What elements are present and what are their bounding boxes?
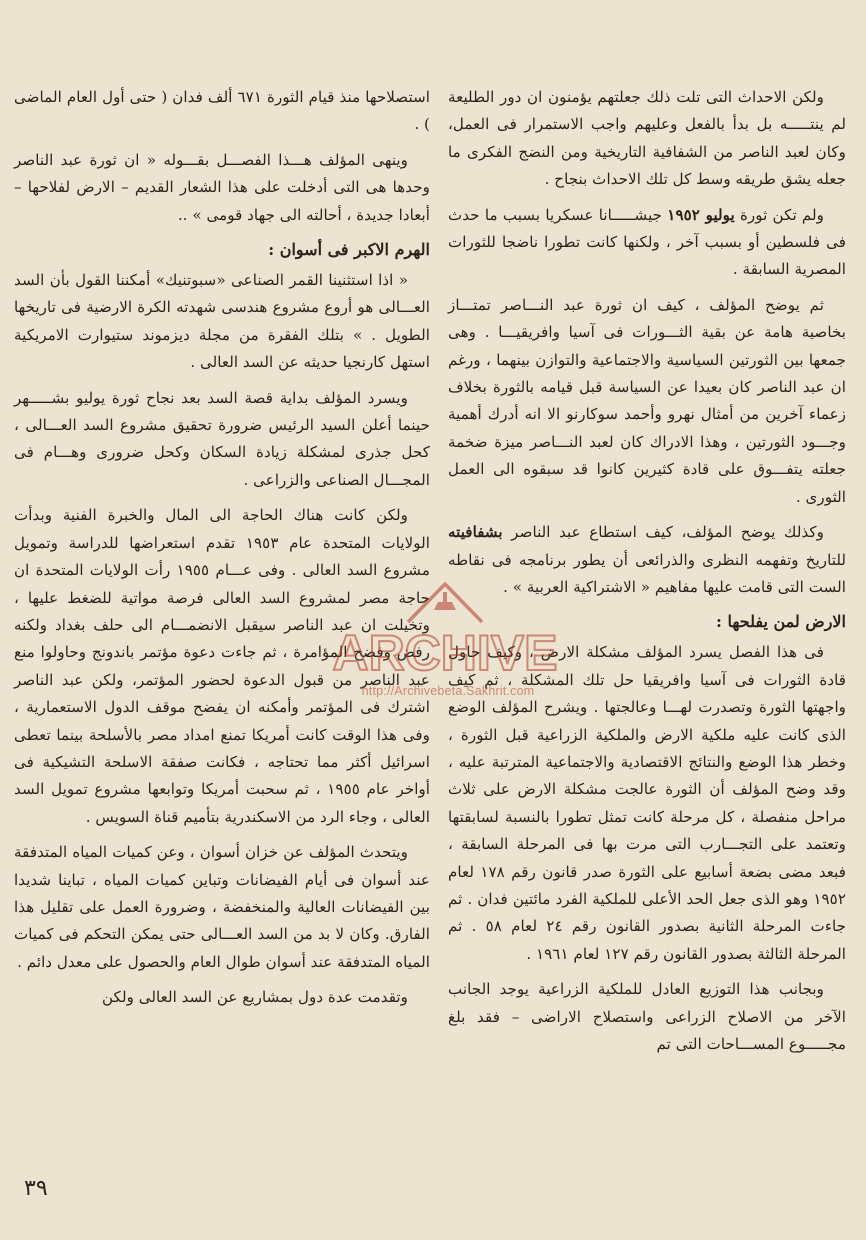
text-run: وكذلك يوضح المؤلف، كيف استطاع عبد الناصر	[502, 523, 824, 542]
page-number: ٣٩	[24, 1176, 48, 1201]
paragraph: ويتحدث المؤلف عن خزان أسوان ، وعن كميات المياه المتدفقة عند أسوان فى أيام الفيضانات وتباين كميات المياه ، تباينا شديدا بين الفيضانات العالية والمنخفضة ، وضرورة العمل على تقليل هذا الفارق. وكان لا بد من السد العـــالى حتى يمكن التحكم فى كميات المياه المتدفقة عند أسوان طوال العام والحصول على معدل دائم .	[14, 843, 430, 971]
paragraph: وينهى المؤلف هـــذا الفصـــل بقـــوله « ان ثورة عبد الناصر وحدها هى التى أدخلت على هذا الشعار القديم – الارض لفلاحها – أبعادا جديدة ، أحالته الى جهاد قومى » ..	[14, 150, 430, 224]
right-column	[448, 84, 846, 1066]
text-run: جيشـــــانا عسكريا بسبب ما حدث فى فلسطين أو بسبب آخر ، ولكنها كانت تطورا ناضجا للثورات المصرية السابقة .	[448, 205, 846, 279]
text-run: للتاريخ وتفهمه النظرى والذرائعى أن يطور برنامجه فى نقاطه الست التى قامت عليها مفاهيم « الاشتراكية العربية » .	[448, 550, 846, 596]
paragraph: ولكن كانت هناك الحاجة الى المال والخبرة الفنية وبدأت الولايات المتحدة عام ١٩٥٣ تقدم استعراضها للدراسة وتمويل مشروع السد العالى . وفى عـــام ١٩٥٥ رأت الولايات المتحدة ان حاجة مصر لمشروع السد العالى فرصة مواتية للضغط عليها ، وتخيلت ان عبد الناصر سيقبل الانضمـــام الى حلف بغداد ولكنه رفض وفضح المؤامرة ، ثم جاءت دعوة مؤتمر باندونج وحاولوا منع عبد الناصر من قبول الدعوة لحضور المؤتمر، ولكن عبد الناصر اشترك فى المؤتمر وأمكنه ان يفضح موقف الدول الاستعمارية ، وفى هذا الوقت كانت أمريكا تمنع امداد مصر بالأسلحة بينما تعطى اسرائيل أكثر مما تحتاجه ، فكانت صفقة الاسلحة التشيكية فى أواخر عام ١٩٥٥ ، ثم سحبت أمريكا وتوابعها مشروع تمويل السد العالى ، وجاء الرد من الاسكندرية بتأميم قناة السويس .	[14, 506, 430, 826]
paragraph: ثم يوضح المؤلف ، كيف ان ثورة عبد النـــاصر تمتـــاز بخاصية هامة عن بقية الثـــورات فى آسيا وافريقيـــا . وهى جمعها بين الثورتين السياسية والاجتماعية والتوازن بينهما ، ورغم ان عبد الناصر كان بعيدا عن السياسة قبل قيامه بالثورة بخلاف زعماء آخرين من أمثال نهرو وأحمد سوكارنو الا انه أدرك أهمية وجـــود الثورتين ، وهذا الادراك كان لعبد النـــاصر ميزة ضخمة جعلته يتفـــوق على قادة كثيرين كانوا قد سبقوه الى العمل الثورى .	[448, 295, 846, 506]
archive-logo-text: ARCHIVE	[332, 625, 558, 681]
section-heading: الارض لمن يفلحها :	[716, 612, 846, 632]
bold-text: يوليو ١٩٥٢	[667, 205, 735, 224]
bold-text: بشفافيته	[448, 523, 503, 542]
archive-url: http://Archivebeta.Sakhrit.com	[361, 684, 535, 698]
paragraph: وبجانب هذا التوزيع العادل للملكية الزراعية يوجد الجانب الآخر من الاصلاح الزراعى واستصلاح الاراضى – فقد بلغ مجـــــوع المســـاحات التى تم	[448, 980, 846, 1053]
text-run: ولم تكن ثورة	[734, 205, 825, 224]
paragraph	[448, 519, 846, 601]
paragraph: ولكن الاحداث التى تلت ذلك جعلتهم يؤمنون ان دور الطليعة لم ينتـــــه بل بدأ بالفعل وعليهم واجب الاستمرار فى العمل، وكان لعبد الناصر من الشفافية التاريخية ومن النضج الفكرى ما جعله يشق طريقه وسط كل تلك الاحداث بنجاح .	[448, 88, 846, 189]
paragraph	[448, 202, 846, 284]
left-column	[14, 84, 430, 1020]
paragraph: استصلاحها منذ قيام الثورة ٦٧١ ألف فدان ( حتى أول العام الماضى ) .	[14, 88, 431, 134]
section-heading: الهرم الاكبر فى أسوان :	[268, 240, 430, 260]
paragraph: فى هذا الفصل يسرد المؤلف مشكلة الارض ، وكيف حاول قادة الثورات فى آسيا وافريقيا حل تلك المشكلة ، ثم كيف واجهتها الثورة وتصدرت لهـــا وعالجتها . ويشرح المؤلف الوضع الذى كانت عليه ملكية الارض والملكية الزراعية قبل الثورة ، وخطر هذا الوضع والنتائج الاقتصادية والاجتماعية المترتبة عليه ، وقد وضح المؤلف أن الثورة عالجت مشكلة الارض على ثلاث مراحل منفصلة ، كل مرحلة كانت تمثل تطورا بالنسبة لسابقتها وتعتمد على التجـــارب التى مرت بها فى المرحلة السابقة ، فبعد مضى بضعة أسابيع على الثورة صدر قانون رقم ١٧٨ لعام ١٩٥٢ وهو الذى جعل الحد الأعلى للملكية الفرد مائتين فدان . ثم جاءت المرحلة الثانية بصدور القانون رقم ٢٤ لعام ٥٨ . ثم المرحلة الثالثة بصدور القانون رقم ١٢٧ لعام ١٩٦١ .	[448, 643, 846, 963]
paragraph: وتقدمت عدة دول بمشاريع عن السد العالى ولكن	[102, 988, 408, 1007]
paragraph: ويسرد المؤلف بداية قصة السد بعد نجاح ثورة يوليو بشـــــهر حينما أعلن السيد الرئيس ضرورة تحقيق مشروع السد العـــالى ، كحل جذرى لمشكلة زيادة السكان وكحل ضرورى وهـــام فى المجـــال الصناعى والزراعى .	[14, 388, 430, 489]
paragraph: « اذا استثنينا القمر الصناعى «سبوتنيك» أمكننا القول بأن السد العـــالى هو أروع مشروع هندسى شهدته الكرة الارضية فى تاريخها الطويل . » بتلك الفقرة من مجلة ديزموند ستيوارت الامريكية استهل كارنجيا حديثه عن السد العالى .	[14, 271, 430, 372]
